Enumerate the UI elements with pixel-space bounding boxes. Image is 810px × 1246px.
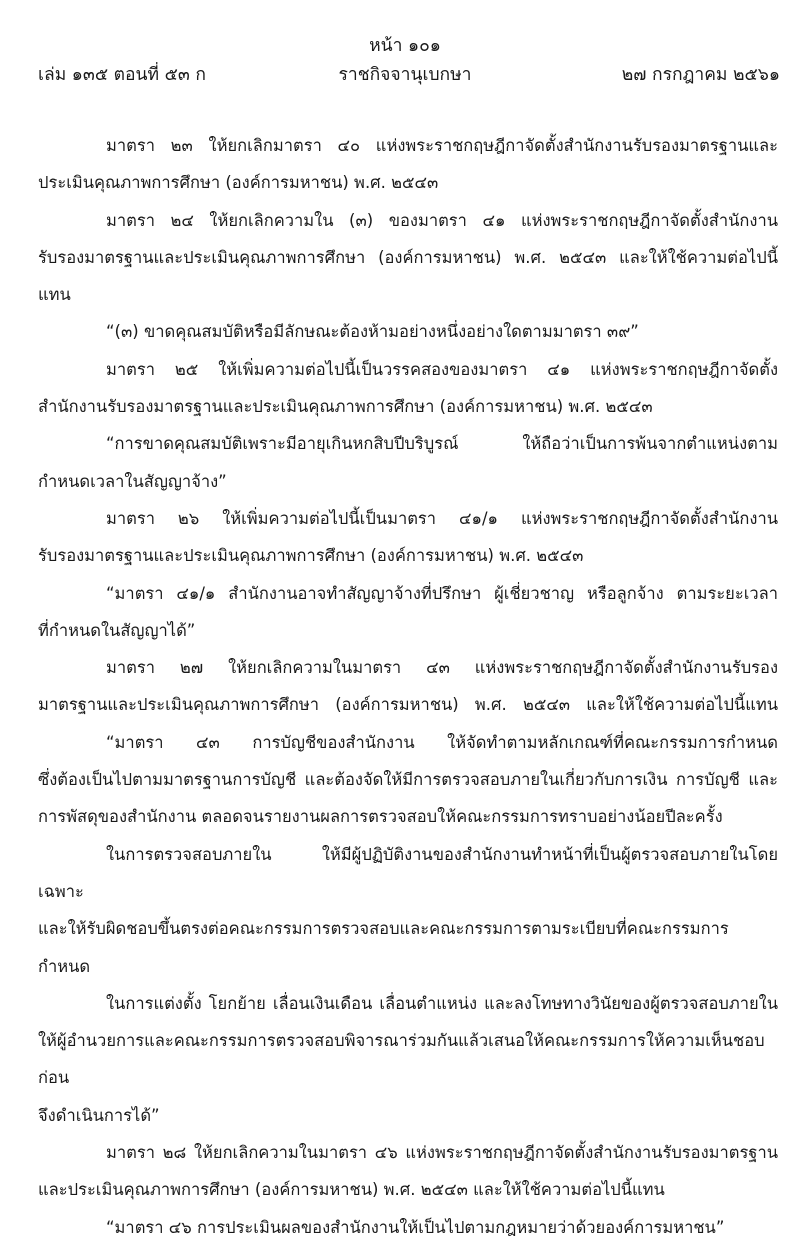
volume-issue: เล่ม ๑๓๕ ตอนที่ ๕๓ ก xyxy=(38,65,206,85)
section-23-paragraph xyxy=(38,127,778,202)
amended-section-46 xyxy=(38,1209,778,1246)
text-line: มาตรา ๒๖ ให้เพิ่มความต่อไปนี้เป็นมาตรา ๔๑/๑ แห่งพระราชกฤษฎีกาจัดตั้งสำนักงาน xyxy=(106,508,778,528)
section-24-paragraph xyxy=(38,202,778,314)
publication-date: ๒๗ กรกฎาคม ๒๕๖๑ xyxy=(621,65,780,85)
section-28-paragraph xyxy=(38,1134,778,1209)
page-number: หน้า ๑๐๑ xyxy=(369,36,441,56)
section-43-internal-audit xyxy=(38,836,778,985)
section-43-appointment xyxy=(38,985,778,1134)
text-line: “มาตรา ๔๖ การประเมินผลของสำนักงานให้เป็นไปตามกฎหมายว่าด้วยองค์การมหาชน” xyxy=(106,1217,725,1237)
amended-section-43 xyxy=(38,724,778,836)
added-section-41-1 xyxy=(38,575,778,650)
text-line: ซึ่งต้องเป็นไปตามมาตรฐานการบัญชี และต้องจัดให้มีการตรวจสอบภายในเกี่ยวกับการเงิน การบัญชี และ xyxy=(38,770,778,790)
text-line: มาตรา ๒๓ ให้ยกเลิกมาตรา ๔๐ แห่งพระราชกฤษฎีกาจัดตั้งสำนักงานรับรองมาตรฐานและ xyxy=(106,136,778,155)
added-text-41-para2 xyxy=(38,425,778,500)
text-line: การพัสดุของสำนักงาน ตลอดจนรายงานผลการตรวจสอบให้คณะกรรมการทราบอย่างน้อยปีละครั้ง xyxy=(38,807,723,827)
text-line: ให้ผู้อำนวยการและคณะกรรมการตรวจสอบพิจารณาร่วมกันแล้วเสนอให้คณะกรรมการให้ความเห็นชอบก่อน xyxy=(38,1031,765,1088)
document-body xyxy=(38,127,778,1246)
text-line: และประเมินคุณภาพการศึกษา (องค์การมหาชน) พ.ศ. ๒๕๔๓ และให้ใช้ความต่อไปนี้แทน xyxy=(38,1180,665,1200)
text-line: และให้รับผิดชอบขึ้นตรงต่อคณะกรรมการตรวจสอบและคณะกรรมการตามระเบียบที่คณะกรรมการกำหนด xyxy=(38,919,729,976)
amended-text-41-3 xyxy=(38,313,778,350)
text-line: “มาตรา ๔๓ การบัญชีของสำนักงาน ให้จัดทำตามหลักเกณฑ์ที่คณะกรรมการกำหนด xyxy=(106,732,778,752)
text-line: กำหนดเวลาในสัญญาจ้าง” xyxy=(38,471,227,491)
text-line: มาตรา ๒๗ ให้ยกเลิกความในมาตรา ๔๓ แห่งพระราชกฤษฎีกาจัดตั้งสำนักงานรับรอง xyxy=(106,658,778,678)
text-line: ประเมินคุณภาพการศึกษา (องค์การมหาชน) พ.ศ. ๒๕๔๓ xyxy=(38,173,439,193)
text-line: “(๓) ขาดคุณสมบัติหรือมีลักษณะต้องห้ามอย่างหนึ่งอย่างใดตามมาตรา ๓๙” xyxy=(106,322,639,342)
text-line: ในการตรวจสอบภายใน ให้มีผู้ปฏิบัติงานของสำนักงานทำหน้าที่เป็นผู้ตรวจสอบภายในโดยเฉพาะ xyxy=(38,844,778,901)
text-line: มาตรา ๒๘ ให้ยกเลิกความในมาตรา ๔๖ แห่งพระราชกฤษฎีกาจัดตั้งสำนักงานรับรองมาตรฐาน xyxy=(106,1143,778,1163)
section-26-paragraph xyxy=(38,500,778,575)
text-line: ในการแต่งตั้ง โยกย้าย เลื่อนเงินเดือน เลื่อนตำแหน่ง และลงโทษทางวินัยของผู้ตรวจสอบภายใน xyxy=(106,993,778,1013)
gazette-title: ราชกิจจานุเบกษา xyxy=(338,65,472,85)
section-27-paragraph xyxy=(38,649,778,724)
text-line: จึงดำเนินการได้” xyxy=(38,1105,160,1125)
text-line: “การขาดคุณสมบัติเพราะมีอายุเกินหกสิบปีบริบูรณ์ ให้ถือว่าเป็นการพ้นจากตำแหน่งตาม xyxy=(106,434,778,454)
text-line: รับรองมาตรฐานและประเมินคุณภาพการศึกษา (องค์การมหาชน) พ.ศ. ๒๕๔๓ xyxy=(38,546,584,566)
section-25-paragraph xyxy=(38,351,778,426)
text-line: ที่กำหนดในสัญญาได้” xyxy=(38,620,196,640)
text-line: “มาตรา ๔๑/๑ สำนักงานอาจทำสัญญาจ้างที่ปรึกษา ผู้เชี่ยวชาญ หรือลูกจ้าง ตามระยะเวลา xyxy=(106,583,778,603)
text-line: มาตรา ๒๔ ให้ยกเลิกความใน (๓) ของมาตรา ๔๑ แห่งพระราชกฤษฎีกาจัดตั้งสำนักงาน xyxy=(106,210,778,230)
text-line: สำนักงานรับรองมาตรฐานและประเมินคุณภาพการศึกษา (องค์การมหาชน) พ.ศ. ๒๕๔๓ xyxy=(38,397,653,417)
text-line: มาตรา ๒๕ ให้เพิ่มความต่อไปนี้เป็นวรรคสองของมาตรา ๔๑ แห่งพระราชกฤษฎีกาจัดตั้ง xyxy=(106,359,778,379)
text-line: รับรองมาตรฐานและประเมินคุณภาพการศึกษา (องค์การมหาชน) พ.ศ. ๒๕๔๓ และให้ใช้ความต่อไปนี้แทน xyxy=(38,247,778,305)
text-line: มาตรฐานและประเมินคุณภาพการศึกษา (องค์การมหาชน) พ.ศ. ๒๕๔๓ และให้ใช้ความต่อไปนี้แทน xyxy=(38,695,778,715)
